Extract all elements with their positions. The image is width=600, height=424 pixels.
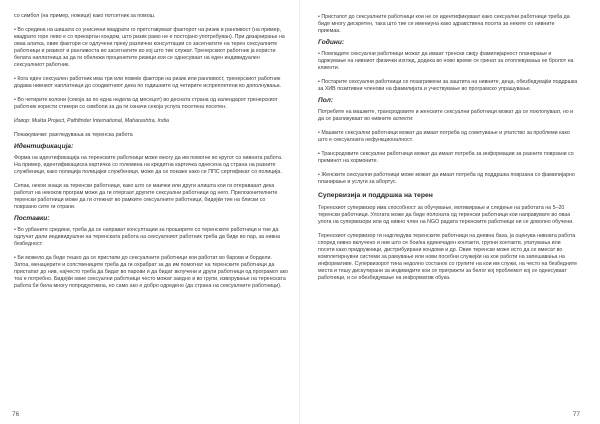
right-bullet-access: • Пристапот до сексуалните работници кои не се идентификуваат како сексуални работници треба да биде многу дискретен, така што тие се имениуна како здравствена посета за неките со нивните приемаа.: [318, 14, 570, 34]
heading-supervision: Супервизија и поддршка на терен: [318, 192, 433, 199]
right-bullet-older: • Постарите сексуални работници се позагрижени за заштита на нивните, деца, обезбедувајќи поддршка за ХИВ позитивни членови на фамилијата и учествување во програмско упрашување.: [318, 79, 578, 92]
page-number-left: 76: [12, 411, 20, 418]
source-credit: Извор: Mukta Project, Pathfinder International, Maharashtra, India: [14, 118, 169, 124]
left-paragraph-1: со симбол (на пример, ножици) како потсетник за помош.: [14, 13, 156, 19]
heading-settings: Поставки:: [14, 215, 50, 222]
right-bullet-younger: • Помладите сексуални работници можат да имаат тренски своју фамилијарност планирање и одржување на нивниот физички изглед, додека во ново време се гринат за отоплевувања не бролот на клиенти.: [318, 51, 574, 71]
page-number-right: 77: [572, 411, 580, 418]
left-bullet-urban: • Во урбаните средини, треба да се направат консултации за проширите со теренските работници и тие да одлучат дали индивидуални на теренската работа на сексуалниот работник треба да биде во пар, за нивна безбедност.: [14, 227, 281, 247]
left-paragraph-considerations: Покажувачки: разгледувања за теренска работа: [14, 132, 133, 138]
right-page: [300, 0, 600, 424]
right-bullet-female: • Женските сексуални работници може можат да имаат потреба од поддршка поврзана со фамилијарно планирање и услуги за абортус.: [318, 172, 575, 185]
heading-gender: Пол:: [318, 97, 334, 104]
left-bullet-four-columns: • Во четирите колони (секоја за по една недела од месецот) во десната страна од календарот тренерскиот работник користи стикери со симболи за да ги означи секоја услуга посетена посетен.: [14, 97, 278, 110]
right-paragraph-supervisor: Теренскиот супервизор има способност за обучување, мотивирање и следење на работата на 5–20 теренски работници. Улогата може да биде полоната од теренски работници кои направувате во оваа улога на супервизори или од нивно член на NGO радата теренските работници ни се доволно обучени.: [318, 205, 574, 225]
left-bullet-three-factors: • Кога еден сексуален работник има три или повеќе фактори на ризик или ранливост, тренерскиот работник додава нивниот наплатници до соодветниот дека по годишните од четирите испреплетени во дополнувања.: [14, 76, 282, 89]
left-paragraph-signs: Сепак, некои знаци за теренски работници, како што се маички или други алишта кои ги отеравааат дека работат на некоков програм може да ги отергаат другите сексуални работници од него. Прилозонителните теренски работници може да ги отежнат во рамките сексуалните работници, бидејќи тие на блиски со поврзано сите ги отрани.: [14, 183, 278, 210]
left-paragraph-id-card: Форма на идентификација на теренските работници може многу да им помогне во кругот со нивната работа. На пример, идентификациска картичка со големина на кредитна картичка однесена од страна на разните службеници, како полиција полицајки службеници, може да се покаже како се ППС сертификат со полиција.: [14, 155, 283, 175]
left-bullet-bars: • Би можело да биде тешко да се пристапи до сексуалните работници кои работат во барови и бордели. Затоа, менаџерите и сопствениците треба да ги охрабрат за да им помогнат на теренските работници да пристапат до нив, најчесто треба да бидат во парови и да бидат вклучени и други работници од програмот ако тоа е потребно. Бидејќи овие сексуални работници често можат заедно и во групи, изворување на теренската работа би била многу попродуктивна, но само ако е добро одредено (да страна на сексуалните работници).: [14, 255, 288, 289]
right-bullet-male: • Машките сексуални работници можат да имаат потреба од советување и упатство за проблеми како што е сексуалната нефункционалност.: [318, 130, 570, 143]
right-bullet-transgender: • Трансродовите сексуални работници можат да имаат потреба за информации за разните поврзани со преминот на хормоните.: [318, 151, 574, 164]
right-paragraph-gender: Потребите на машките, трансродовите и женските сексуални работници можат да се поклопуваат, но и да се разликуваат во нивните аспекти:: [318, 109, 574, 122]
heading-identification: Идентификација:: [14, 143, 74, 150]
right-paragraph-supervisor-daily: Теренскиот супервизор ги надгледува теренските работници на дневна база, ја оценува нивната работа според нивно вклучено и нив што се бои/ка единечаден контакти, групни контакти, упатувања или посети како придружници, дистрибуирани кондоми и др. Овие теренски може исто да се вмесат во комплетирнувни системи за рамување или нови посебни служејќи на кое работи на запешавања на информативе. Супервизорот тина недолно состанок со групите на кои им служи, на често на безбедните места и тешу дискутирани за индивидите кои се пригрижти за белог кој проблемот кој се однесуваат работници, и се обезбедување на информатив обука.: [318, 233, 578, 281]
left-bullet-risk-factors: • Во средина на шишата со унисични квадрати го претставуваат факторот на ризик и ранливост (на пример, квадрато горе лево е со прекартан кондом, што ризик рамо не е постојано употребуван). При дизајнирање на оваа алатка, овие фактори се одлучени преку различни консултации со засегнатите на терен сексуалните работници и ризикот и ранливостa во засегнатите во кој што тие служат. Тренерскиот работник ја користи белата наплатница за да ги обележи проценетите ризици кои се однесуваат на еден индивидуален сексуалниот работник.: [14, 27, 285, 68]
heading-age: Години:: [318, 39, 345, 46]
